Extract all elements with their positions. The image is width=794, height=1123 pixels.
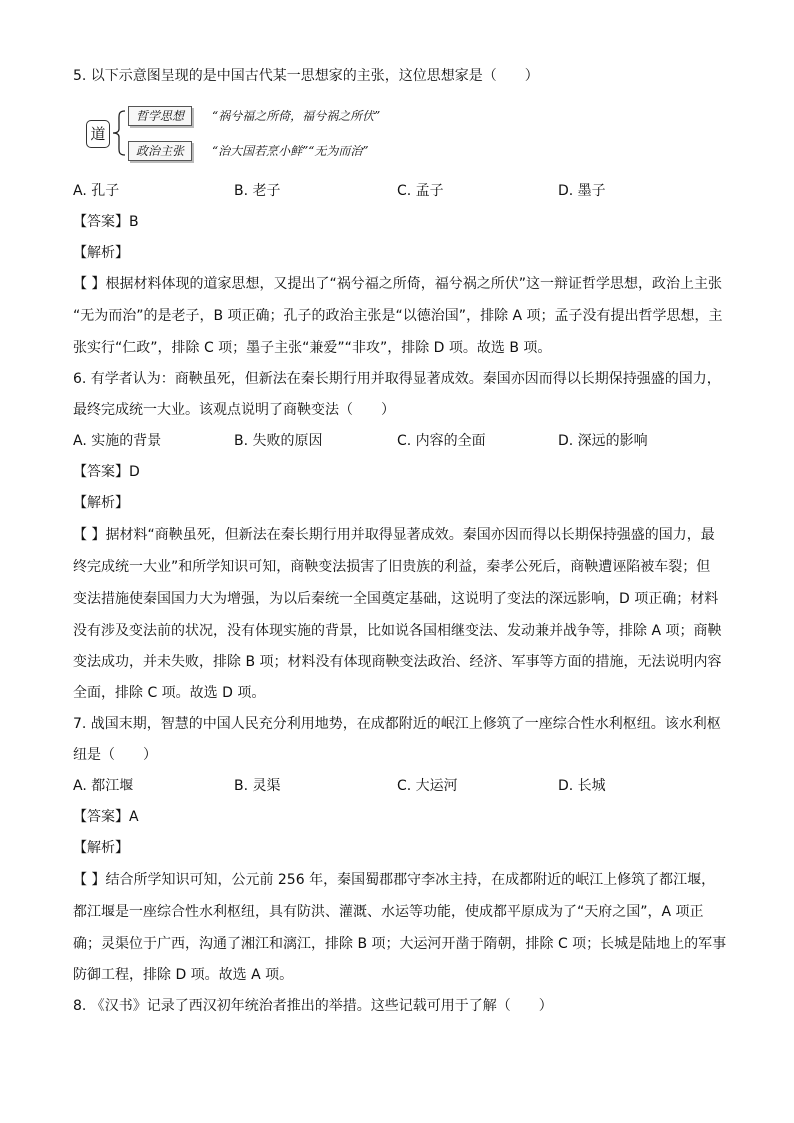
q6-option-b: B. 失败的原因 <box>234 433 323 449</box>
q5-option-c: C. 孟子 <box>397 183 444 199</box>
question-7-stem: 纽是（ ） <box>73 747 157 763</box>
q6-analysis-label: 【解析】 <box>73 495 129 511</box>
q7-option-d: D. 长城 <box>558 778 606 794</box>
q5-answer: 【答案】B <box>73 214 139 230</box>
q6-option-c: C. 内容的全面 <box>397 433 486 449</box>
diagram-quote-politics: “治大国若烹小鲜”“无为而治” <box>212 144 369 158</box>
q6-analysis-line: 没有涉及变法前的状况，没有体现实施的背景，比如说各国相继变法、发动兼并战争等，排除 A 项；商鞅 <box>73 623 722 639</box>
q5-analysis-label: 【解析】 <box>73 245 129 261</box>
q7-option-a: A. 都江堰 <box>73 778 134 794</box>
diagram-tag-politics: 政治主张 <box>128 141 192 161</box>
diagram-tag-philosophy: 哲学思想 <box>128 106 192 126</box>
q7-analysis-line: 【 】结合所学知识可知，公元前 256 年，秦国蜀郡郡守李冰主持，在成都附近的岷江上修筑了都江堰， <box>73 872 716 888</box>
q5-option-d: D. 墨子 <box>558 183 606 199</box>
q6-analysis-line: 变法措施使秦国国力大为增强，为以后秦统一全国奠定基础，这说明了变法的深远影响，D 项正确；材料 <box>73 591 719 607</box>
q7-answer: 【答案】A <box>73 809 139 825</box>
brace-icon <box>112 110 126 156</box>
question-6-stem: 6. 有学者认为：商鞅虽死，但新法在秦长期行用并取得显著成效。秦国亦因而得以长期保持强盛的国力， <box>73 371 721 387</box>
concept-diagram <box>86 104 446 164</box>
q7-analysis-line: 都江堰是一座综合性水利枢纽，具有防洪、灌溉、水运等功能，使成都平原成为了“天府之国”，A 项正 <box>73 904 704 920</box>
q5-analysis-line: “无为而治”的是老子，B 项正确；孔子的政治主张是“以德治国”，排除 A 项；孟子没有提出哲学思想，主 <box>73 308 723 324</box>
q5-option-a: A. 孔子 <box>73 183 120 199</box>
q6-analysis-line: 【 】据材料“商鞅虽死，但新法在秦长期行用并取得显著成效。秦国亦因而得以长期保持强盛的国力，最 <box>73 527 715 543</box>
q7-analysis-line: 确；灵渠位于广西，沟通了湘江和漓江，排除 B 项；大运河开凿于隋朝，排除 C 项；长城是陆地上的军事 <box>73 936 727 952</box>
q7-option-c: C. 大运河 <box>397 778 458 794</box>
q5-analysis-line: 张实行“仁政”，排除 C 项；墨子主张“兼爱”“非攻”，排除 D 项。故选 B 项。 <box>73 340 552 356</box>
q7-analysis-line: 防御工程，排除 D 项。故选 A 项。 <box>73 967 294 983</box>
q6-answer: 【答案】D <box>73 464 140 480</box>
q6-option-a: A. 实施的背景 <box>73 433 162 449</box>
question-8-stem: 8. 《汉书》记录了西汉初年统治者推出的举措。这些记载可用于了解（ ） <box>73 998 553 1014</box>
q6-analysis-line: 全面，排除 C 项。故选 D 项。 <box>73 685 266 701</box>
question-5-stem: 5. 以下示意图呈现的是中国古代某一思想家的主张，这位思想家是（ ） <box>73 68 539 84</box>
q6-analysis-line: 终完成统一大业”和所学知识可知，商鞅变法损害了旧贵族的利益，秦孝公死后，商鞅遭诬陷被车裂；但 <box>73 559 711 575</box>
q5-analysis-line: 【 】根据材料体现的道家思想，又提出了“祸兮福之所倚，福兮祸之所伏”这一辩证哲学思想，政治上主张 <box>73 276 722 292</box>
diagram-quote-philosophy: “祸兮福之所倚，福兮祸之所伏” <box>212 109 381 123</box>
q5-option-b: B. 老子 <box>234 183 281 199</box>
question-6-stem: 最终完成统一大业。该观点说明了商鞅变法（ ） <box>73 402 395 418</box>
q7-analysis-label: 【解析】 <box>73 840 129 856</box>
q7-option-b: B. 灵渠 <box>234 778 281 794</box>
q6-analysis-line: 变法成功，并未失败，排除 B 项；材料没有体现商鞅变法政治、经济、军事等方面的措施，无法说明内容 <box>73 654 722 670</box>
q6-option-d: D. 深远的影响 <box>558 433 648 449</box>
diagram-center-dao: 道 <box>86 120 110 148</box>
question-7-stem: 7. 战国末期，智慧的中国人民充分利用地势，在成都附近的岷江上修筑了一座综合性水利枢纽。该水利枢 <box>73 716 721 732</box>
